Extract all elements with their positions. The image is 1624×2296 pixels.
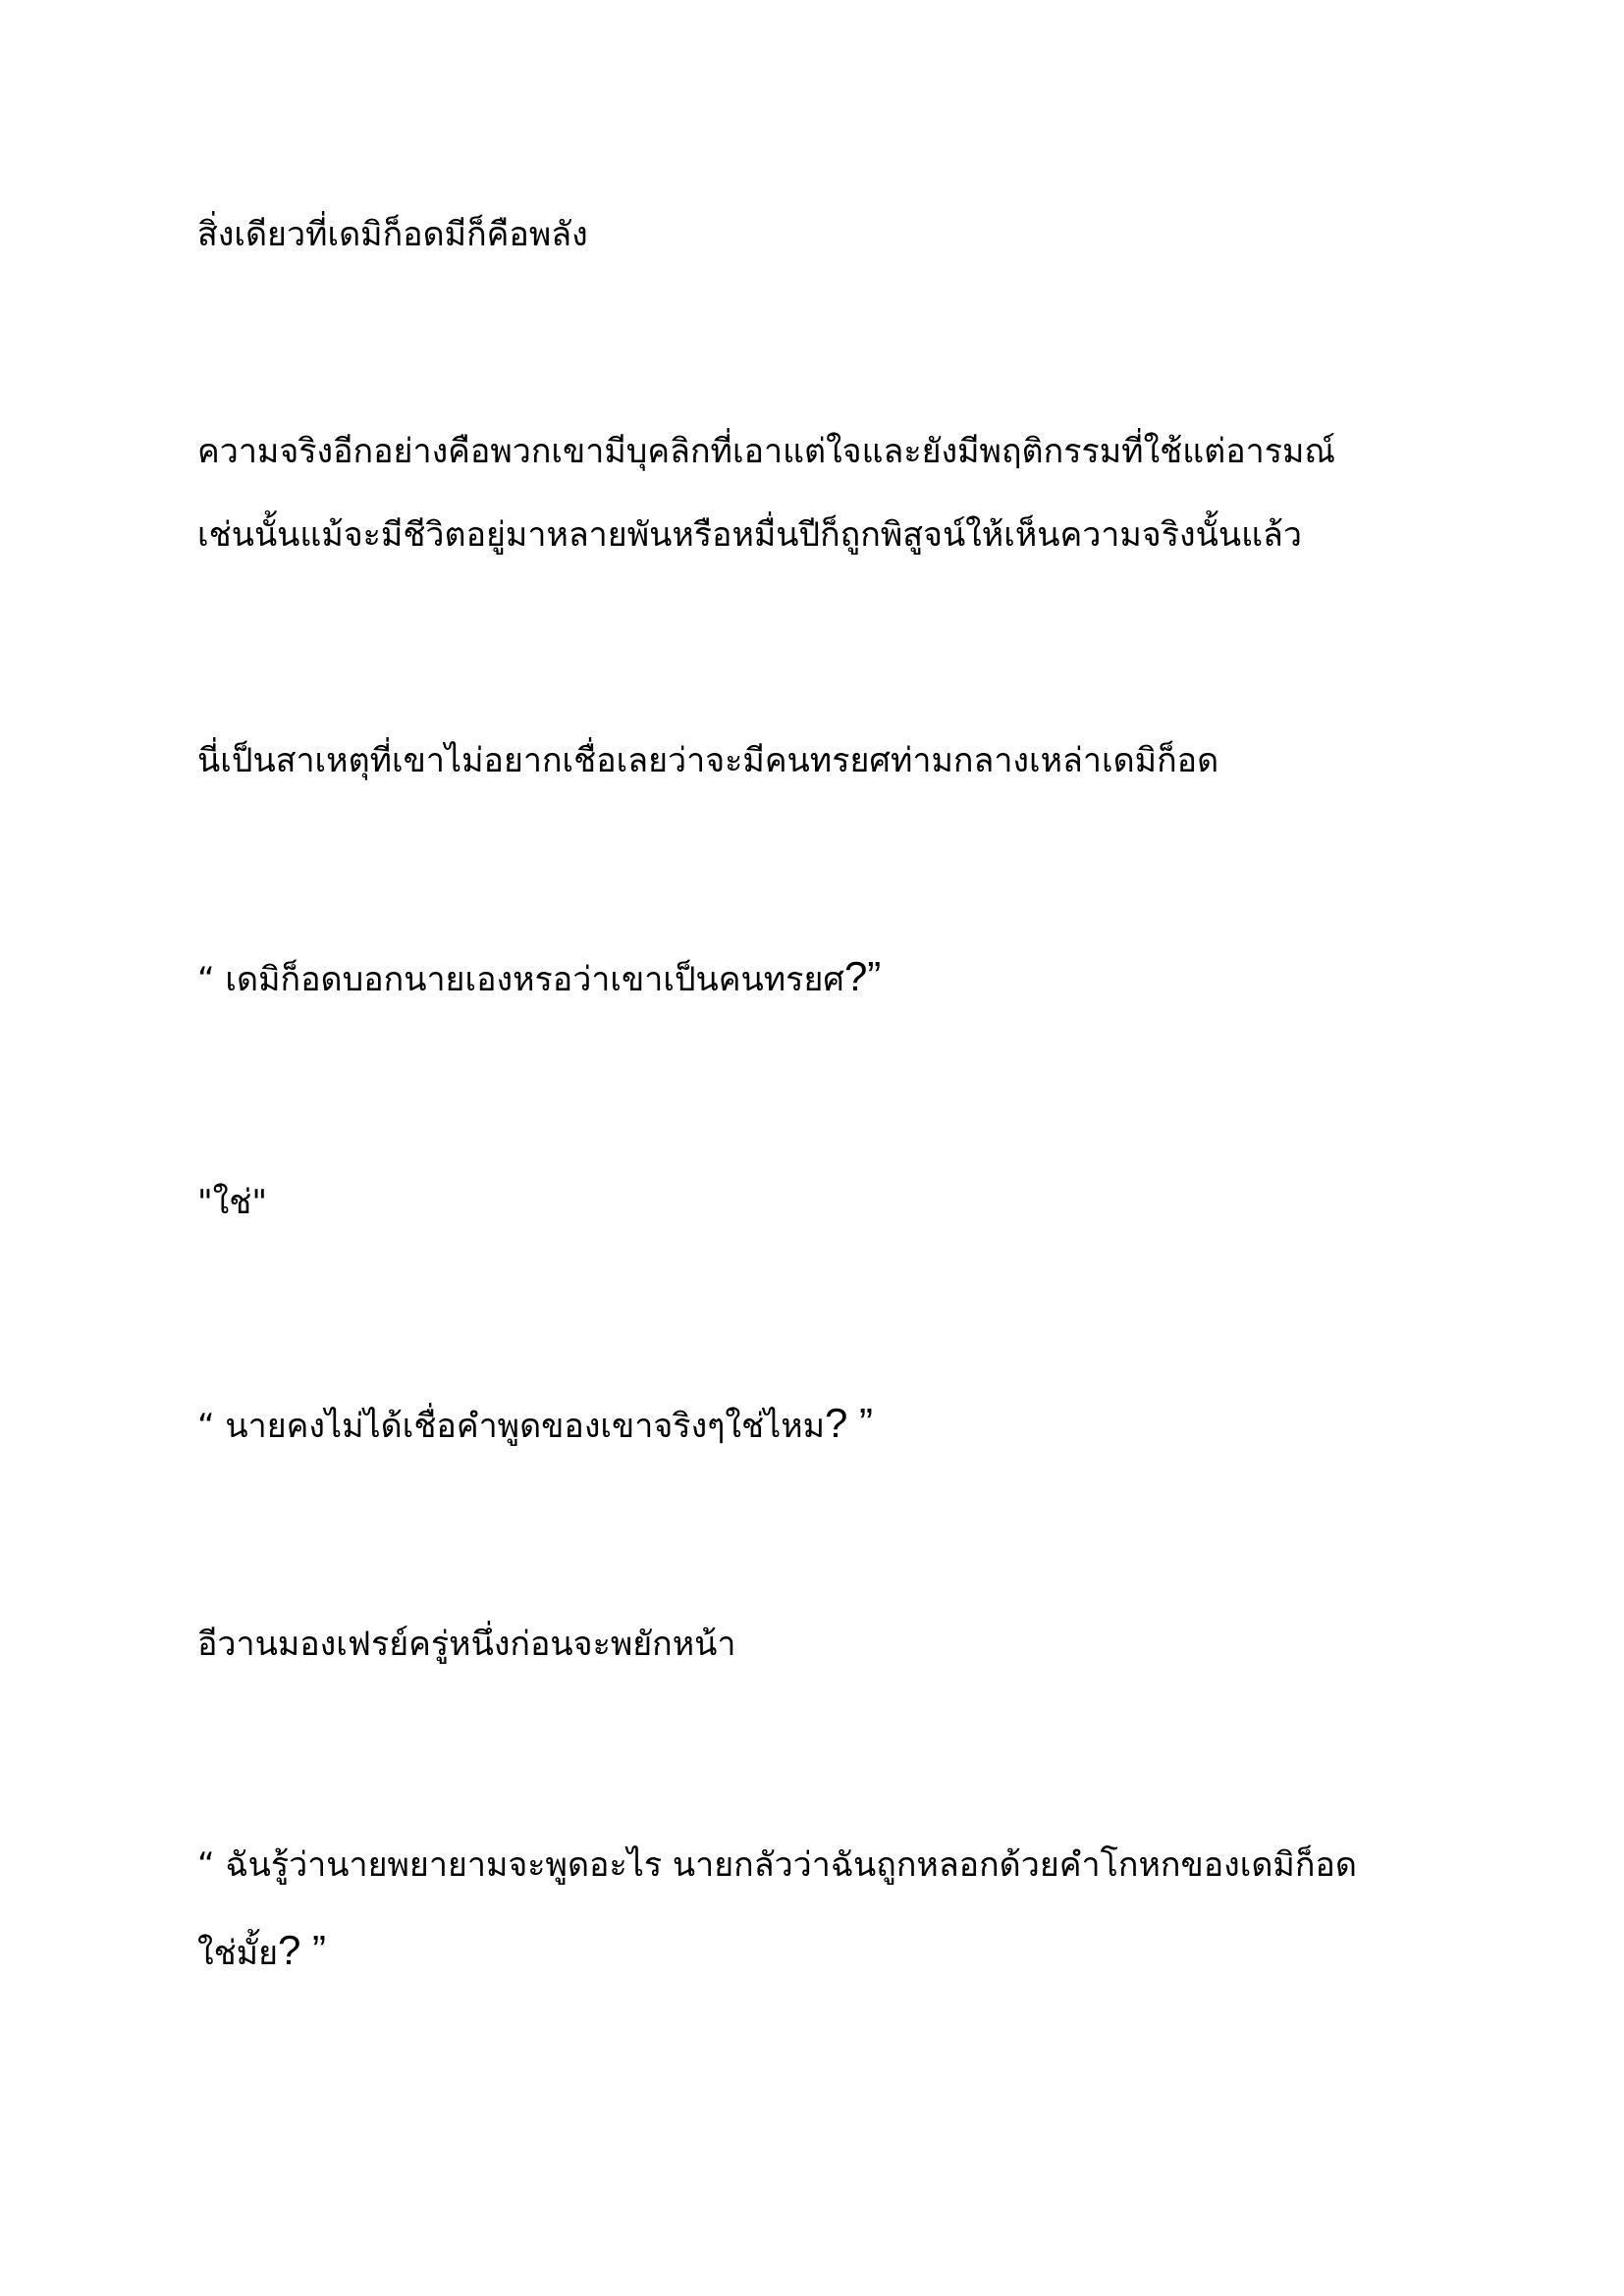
paragraph-1-line-1: สิ่งเดียวที่เดมิก็อดมีก็คือพลัง	[197, 215, 588, 254]
paragraph-7-line-1: อีวานมองเฟรย์ครู่หนึ่งก่อนจะพยักหน้า	[197, 1625, 736, 1664]
question-quote-mark: ? ”	[825, 1400, 874, 1446]
paragraph-4-line-1	[197, 952, 881, 1004]
question-quote-mark: ?”	[843, 953, 882, 999]
paragraph-6-line-1	[197, 1399, 873, 1451]
paragraph-3-line-1: นี่เป็นสาเหตุที่เขาไม่อยากเชื่อเลยว่าจะมีคนทรยศท่ามกลางเหล่าเดมิก็อด	[197, 741, 1219, 780]
dialogue-text: ใช่มั้ย	[197, 1934, 279, 1973]
paragraph-2-line-2: เช่นนั้นแม้จะมีชีวิตอยู่มาหลายพันหรือหมื่นปีก็ถูกพิสูจน์ให้เห็นความจริงนั้นแล้ว	[197, 515, 1302, 555]
dialogue-text: “ เดมิก็อดบอกนายเองหรอว่าเขาเป็นคนทรยศ	[197, 960, 844, 999]
dialogue-text: “ นายคงไม่ได้เชื่อคำพูดของเขาจริงๆใช่ไหม	[197, 1407, 826, 1446]
question-quote-mark: ? ”	[278, 1927, 327, 1973]
paragraph-5-line-1: "ใช่"	[197, 1183, 267, 1222]
paragraph-2-line-1: ความจริงอีกอย่างคือพวกเขามีบุคลิกที่เอาแต่ใจและยังมีพฤติกรรมที่ใช้แต่อารมณ์	[197, 432, 1335, 471]
paragraph-8-line-1: “ ฉันรู้ว่านายพยายามจะพูดอะไร นายกลัวว่าฉันถูกหลอกด้วยคำโกหกของเดมิก็อด	[197, 1845, 1357, 1885]
paragraph-8-line-2	[197, 1926, 326, 1978]
